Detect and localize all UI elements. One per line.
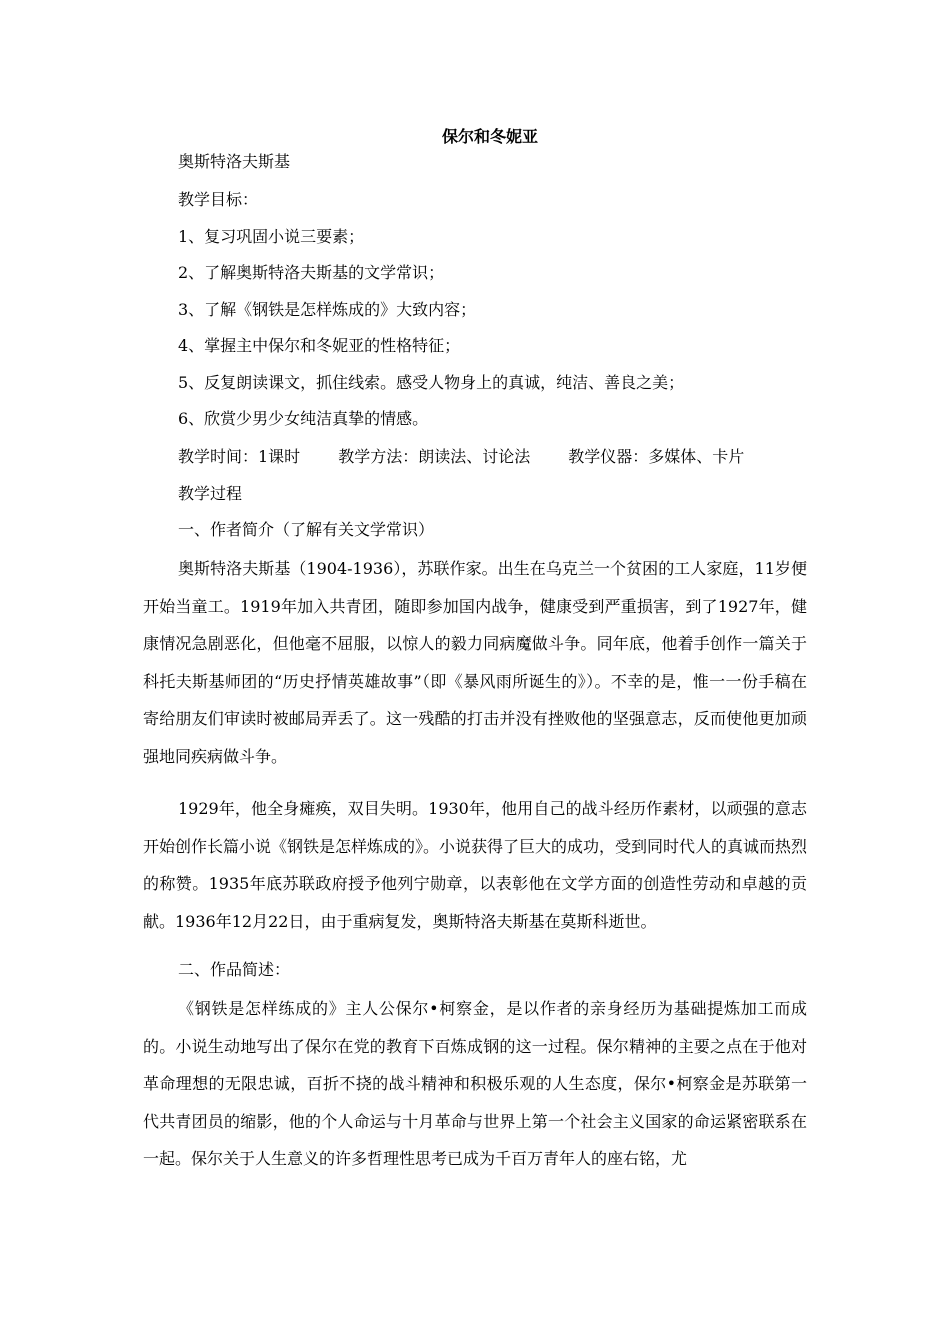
teaching-method: 教学方法：朗读法、讨论法 (338, 447, 531, 466)
author-name: 奥斯特洛夫斯基 (178, 152, 291, 171)
teaching-meta (178, 446, 744, 468)
objectives-heading: 教学目标： (178, 190, 259, 209)
section1-heading: 一、作者简介（了解有关文学常识） (178, 520, 435, 539)
objective-item: 5、反复朗读课文，抓住线索。感受人物身上的真诚，纯洁、善良之美； (178, 373, 685, 392)
section2-paragraph: 《钢铁是怎样练成的》主人公保尔•柯察金，是以作者的亲身经历为基础提炼加工而成的。小说生动地写出了保尔在党的教育下百炼成钢的这一过程。保尔精神的主要之点在于他对革命理想的无限忠诚，百折不挠的战斗精神和积极乐观的人生态度，保尔•柯察金是苏联第一代共青团员的缩影，他的个人命运与十月革命与世界上第一个社会主义国家的命运紧密联系在一起。保尔关于人生意义的许多哲理性思考已成为千百万青年人的座右铭，尤 (143, 999, 807, 1168)
section1-paragraph: 1929年，他全身瘫痪，双目失明。1930年，他用自己的战斗经历作素材，以顽强的意志开始创作长篇小说《钢铁是怎样炼成的》。小说获得了巨大的成功，受到同时代人的真诚而热烈的称赞。1935年底苏联政府授予他列宁勋章，以表彰他在文学方面的创造性劳动和卓越的贡献。1936年12月22日，由于重病复发，奥斯特洛夫斯基在莫斯科逝世。 (143, 799, 808, 931)
objective-item: 6、欣赏少男少女纯洁真挚的情感。 (178, 409, 429, 428)
process-heading: 教学过程 (178, 484, 243, 503)
document-title: 保尔和冬妮亚 (441, 127, 538, 146)
objective-item: 2、了解奥斯特洛夫斯基的文学常识； (178, 263, 445, 282)
teaching-tools: 教学仪器：多媒体、卡片 (568, 447, 745, 466)
section2-heading: 二、作品简述： (178, 960, 291, 979)
section1-paragraph: 奥斯特洛夫斯基（1904-1936），苏联作家。出生在乌克兰一个贫困的工人家庭，11岁便开始当童工。1919年加入共青团，随即参加国内战争，健康受到严重损害，到了1927年，健康情况急剧恶化，但他毫不屈服，以惊人的毅力同病魔做斗争。同年底，他着手创作一篇关于科托夫斯基师团的“历史抒情英雄故事”（即《暴风雨所诞生的》）。不幸的是，惟一一份手稿在寄给朋友们审读时被邮局弄丢了。这一残酷的打击并没有挫败他的坚强意志，反而使他更加顽强地同疾病做斗争。 (143, 559, 807, 766)
teaching-time: 教学时间：1课时 (178, 447, 301, 466)
objective-item: 1、复习巩固小说三要素； (178, 227, 365, 246)
objective-item: 3、了解《钢铁是怎样炼成的》大致内容； (178, 300, 477, 319)
objective-item: 4、掌握主中保尔和冬妮亚的性格特征； (178, 336, 461, 355)
